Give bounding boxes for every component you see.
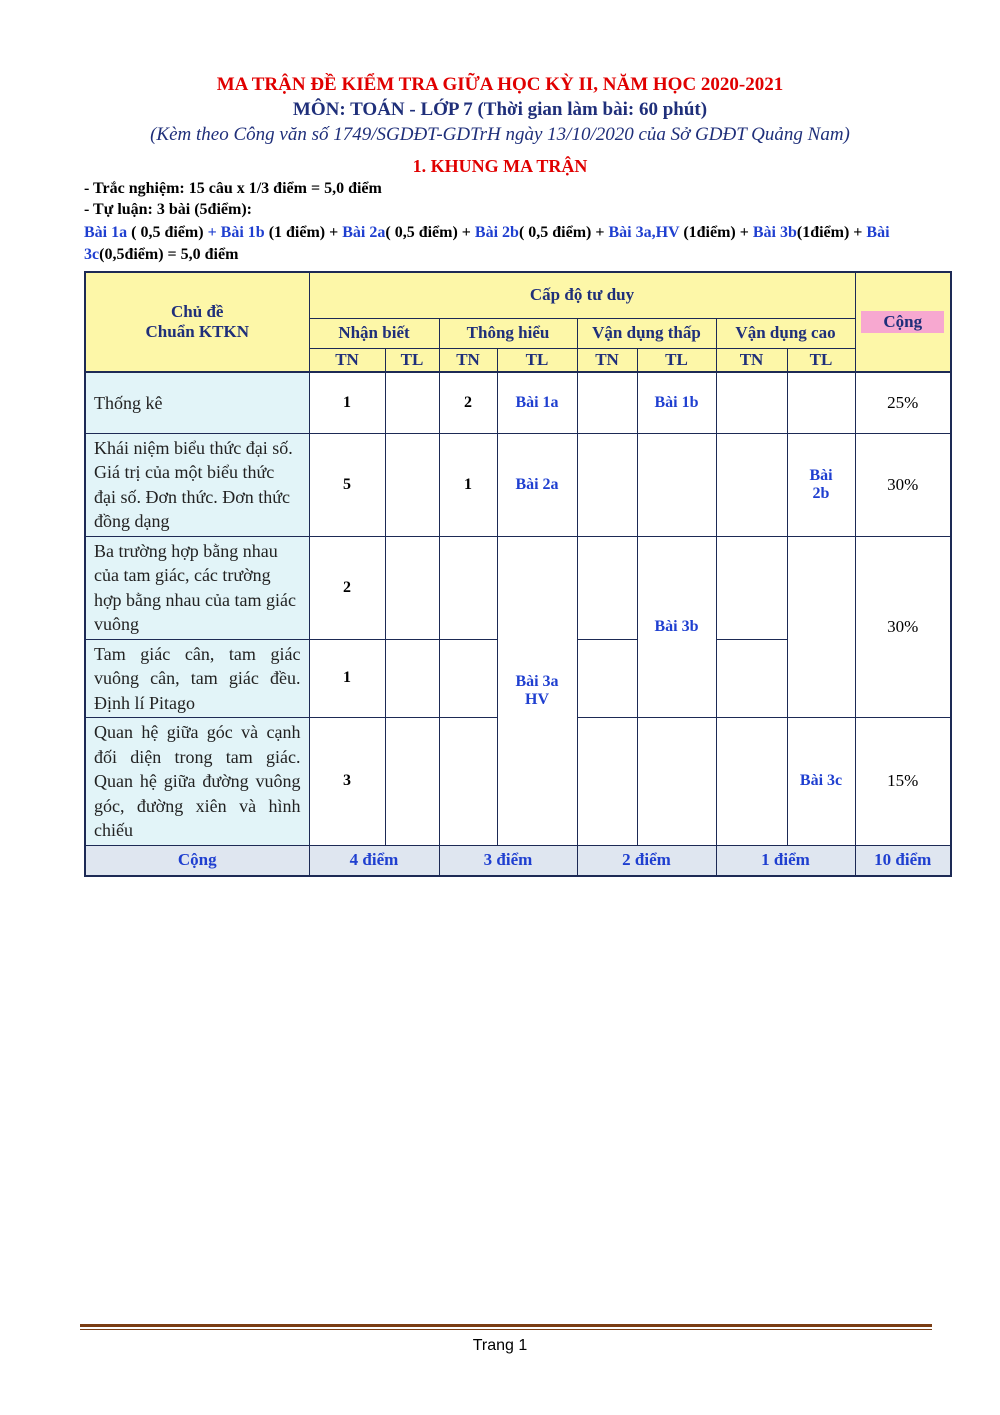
total-header-label: Cộng: [861, 311, 944, 333]
table-row: [85, 433, 951, 536]
footer-divider-thin: [80, 1329, 932, 1330]
breakdown-item-label: Bài 3a,HV: [608, 224, 680, 241]
breakdown-item-points: (1điểm) +: [679, 224, 753, 241]
page-number: Trang 1: [472, 1337, 528, 1354]
cell-empty: [716, 433, 787, 536]
section-heading: 1. KHUNG MA TRẬN: [412, 156, 588, 176]
cell-th-tn: 1: [439, 433, 497, 536]
footer-label: Cộng: [85, 845, 309, 876]
note-multiple-choice: - Trắc nghiệm: 15 câu x 1/3 điểm = 5,0 điểm: [84, 180, 382, 197]
cell-th-tl: Bài 1a: [497, 372, 577, 433]
document-reference: (Kèm theo Công văn số 1749/SGDĐT-GDTrH ngày 13/10/2020 của Sở GDĐT Quảng Nam): [150, 124, 850, 145]
cell-empty: [787, 372, 855, 433]
level-van-dung-cao: Vận dụng cao: [716, 318, 855, 348]
topic-cell: Ba trường hợp bằng nhau của tam giác, các trường hợp bằng nhau của tam giác vuông: [85, 536, 309, 639]
cell-vdc-tl: Bài 2b: [787, 433, 855, 536]
breakdown-item-points: (0,5điểm) = 5,0 điểm: [99, 246, 239, 263]
table-row: [85, 372, 951, 433]
cell-empty: [716, 372, 787, 433]
cell-empty: [577, 433, 637, 536]
sub-tn: TN: [439, 348, 497, 372]
breakdown-item-points: ( 0,5 điểm) +: [518, 224, 609, 241]
sub-tn: TN: [716, 348, 787, 372]
cell-nb-tn: 1: [309, 639, 385, 718]
cell-empty: [787, 536, 855, 718]
cell-nb-tn: 5: [309, 433, 385, 536]
total-header: [855, 272, 951, 372]
footer-nb: 4 điểm: [309, 845, 439, 876]
note-breakdown: [84, 222, 904, 266]
cell-empty: [716, 639, 787, 718]
cell-th-tl: Bài 2a: [497, 433, 577, 536]
footer-vdc: 1 điểm: [716, 845, 855, 876]
topic-cell: Tam giác cân, tam giác vuông cân, tam giác đều. Định lí Pitago: [85, 639, 309, 718]
matrix-table: [84, 271, 952, 877]
level-van-dung-thap: Vận dụng thấp: [577, 318, 716, 348]
cell-empty: [385, 718, 439, 846]
cell-nb-tn: 3: [309, 718, 385, 846]
level-header: Cấp độ tư duy: [309, 272, 855, 318]
cell-empty: [385, 433, 439, 536]
cell-empty: [716, 718, 787, 846]
sub-tn: TN: [309, 348, 385, 372]
breakdown-item-points: ( 0,5 điểm) +: [385, 224, 475, 241]
sub-tl: TL: [497, 348, 577, 372]
table-row: [85, 536, 951, 639]
cell-vdt-tl: Bài 1b: [637, 372, 716, 433]
table-footer-row: [85, 845, 951, 876]
note-essay: - Tự luận: 3 bài (5điểm):: [84, 201, 252, 218]
cell-nb-tn: 1: [309, 372, 385, 433]
cell-total: 30%: [855, 536, 951, 718]
breakdown-item-points: ( 0,5 điểm): [127, 224, 208, 241]
cell-empty: [385, 639, 439, 718]
cell-vdc-tl: Bài 3c: [787, 718, 855, 846]
footer-total: 10 điểm: [855, 845, 951, 876]
sub-tl: TL: [787, 348, 855, 372]
cell-vdt-tl: Bài 3b: [637, 536, 716, 718]
cell-empty: [439, 536, 497, 639]
topic-cell: Quan hệ giữa góc và cạnh đối diện trong tam giác. Quan hệ giữa đường vuông góc, đường xiên và hình chiếu: [85, 718, 309, 846]
cell-empty: [439, 639, 497, 718]
cell-empty: [385, 372, 439, 433]
cell-empty: [716, 536, 787, 639]
cell-empty: [577, 718, 637, 846]
sub-tl: TL: [385, 348, 439, 372]
topic-cell: Khái niệm biểu thức đại số. Giá trị của một biểu thức đại số. Đơn thức. Đơn thức đồng dạng: [85, 433, 309, 536]
footer-vdt: 2 điểm: [577, 845, 716, 876]
cell-empty: [385, 536, 439, 639]
level-thong-hieu: Thông hiểu: [439, 318, 577, 348]
document-title: MA TRẬN ĐỀ KIỂM TRA GIỮA HỌC KỲ II, NĂM HỌC 2020-2021: [216, 74, 784, 95]
footer-th: 3 điểm: [439, 845, 577, 876]
breakdown-item-label: Bài 1a: [84, 224, 128, 241]
breakdown-item-label: Bài 2b: [474, 224, 519, 241]
breakdown-item-label: Bài 3b: [752, 224, 797, 241]
topic-header: Chủ đề Chuẩn KTKN: [85, 272, 309, 372]
topic-cell: Thống kê: [85, 372, 309, 433]
breakdown-item-label: + Bài 1b: [207, 224, 265, 241]
sub-tl: TL: [637, 348, 716, 372]
document-subtitle: MÔN: TOÁN - LỚP 7 (Thời gian làm bài: 60 phút): [292, 99, 708, 120]
cell-th-tn: 2: [439, 372, 497, 433]
footer-divider: [80, 1324, 932, 1327]
cell-empty: [577, 372, 637, 433]
cell-total: 30%: [855, 433, 951, 536]
sub-tn: TN: [577, 348, 637, 372]
cell-empty: [637, 718, 716, 846]
cell-th-tl: Bài 3a HV: [497, 536, 577, 845]
cell-empty: [439, 718, 497, 846]
breakdown-item-points: (1 điểm) +: [264, 224, 343, 241]
level-nhan-biet: Nhận biết: [309, 318, 439, 348]
cell-empty: [637, 433, 716, 536]
cell-total: 15%: [855, 718, 951, 846]
breakdown-item-points: (1điểm) +: [796, 224, 867, 241]
breakdown-item-label: Bài 2a: [342, 224, 386, 241]
cell-nb-tn: 2: [309, 536, 385, 639]
cell-empty: [577, 639, 637, 718]
cell-total: 25%: [855, 372, 951, 433]
cell-empty: [577, 536, 637, 639]
breakdown-item-label: Bài 3c: [84, 224, 890, 263]
